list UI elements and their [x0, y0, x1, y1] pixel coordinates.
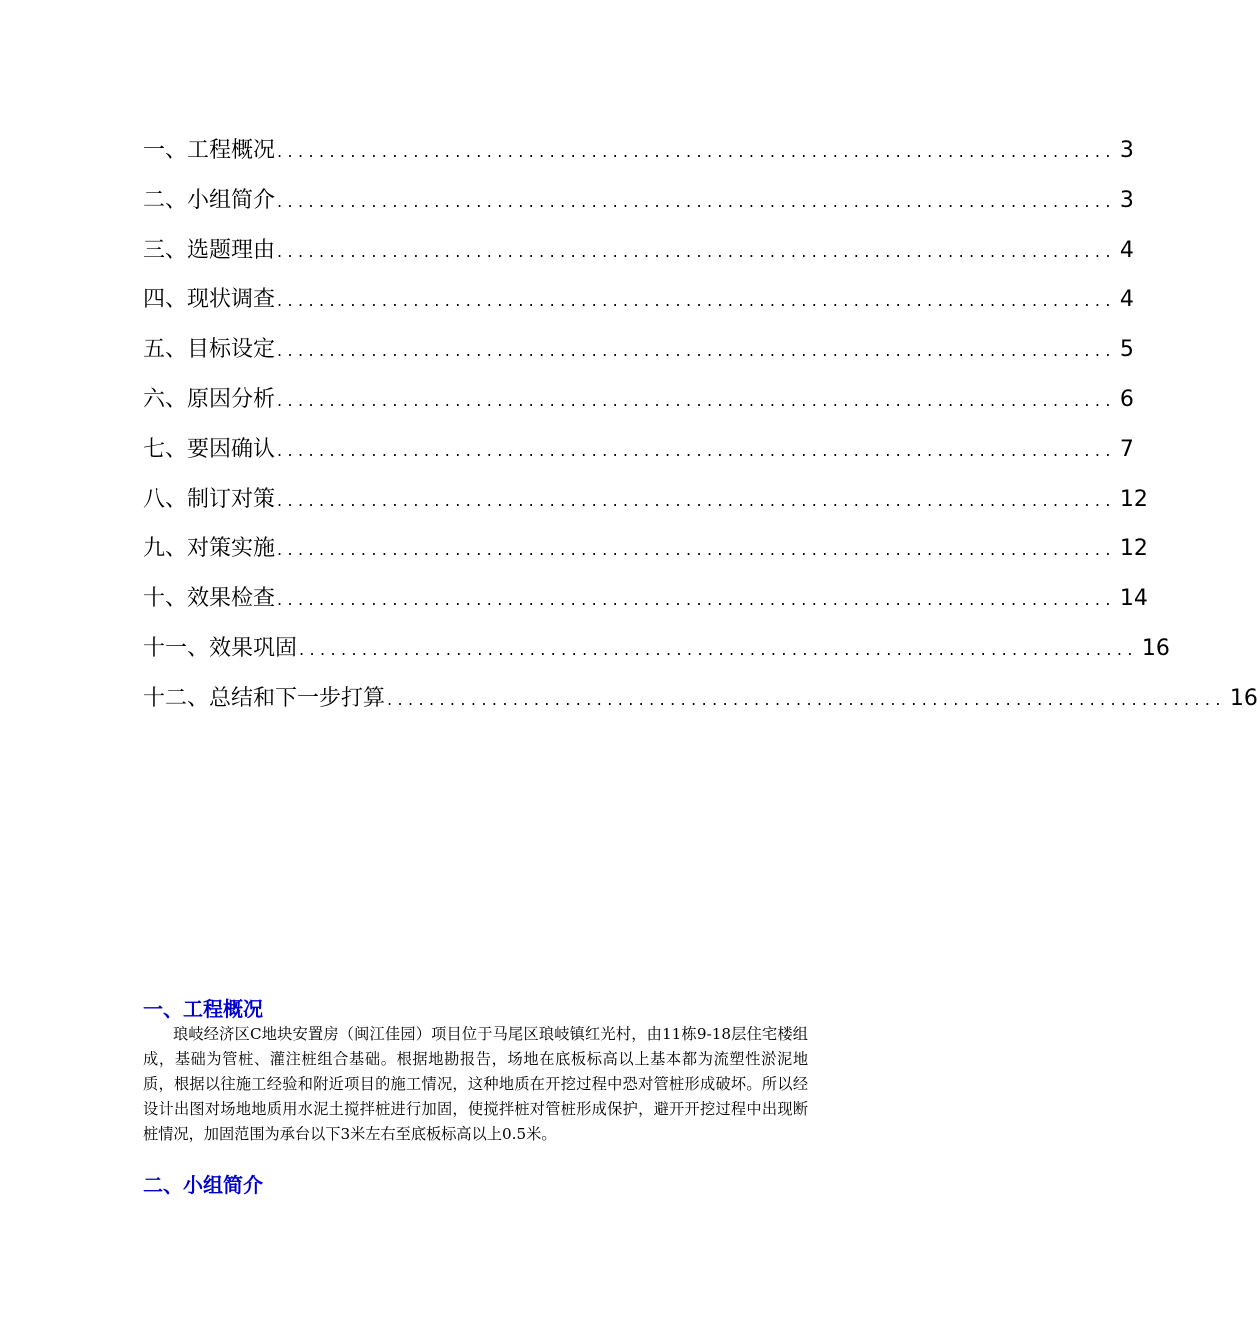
toc-leader-dots: ................................................................................ [277, 341, 1116, 361]
toc-entry-page: 12 [1119, 486, 1148, 512]
toc-entry-title: 四、现状调查 [143, 287, 276, 313]
toc-entry-title: 七、要因确认 [143, 436, 276, 462]
toc-leader-dots: ................................................................................ [277, 440, 1116, 460]
toc-entry[interactable] [143, 133, 1134, 183]
table-of-contents [143, 133, 1258, 731]
toc-entry[interactable] [143, 482, 1148, 532]
section-project-overview [143, 996, 808, 1147]
toc-leader-dots: ................................................................................ [277, 490, 1116, 510]
toc-entry-page: 3 [1119, 138, 1134, 163]
section-team-intro [143, 1172, 808, 1198]
toc-entry-title: 九、对策实施 [143, 536, 276, 562]
toc-entry[interactable] [143, 233, 1134, 283]
toc-entry[interactable] [143, 282, 1134, 332]
toc-entry-page: 7 [1119, 436, 1134, 462]
toc-leader-dots: ................................................................................ [277, 241, 1116, 261]
toc-entry-title: 十、效果检查 [143, 586, 276, 612]
toc-entry-title: 八、制订对策 [143, 486, 276, 512]
section-body-text: 琅岐经济区C地块安置房（闽江佳园）项目位于马尾区琅岐镇红光村，由11栋9-18层住宅楼组成，基础为管桩、灌注桩组合基础。根据地勘报告，场地在底板标高以上基本都为流塑性淤泥地质，根据以往施工经验和附近项目的施工情况，这种地质在开挖过程中恐对管桩形成破坏。所以经设计出图对场地地质用水泥土搅拌桩进行加固，使搅拌桩对管桩形成保护，避开开挖过程中出现断桩情况，加固范围为承台以下3米左右至底板标高以上0.5米。 [143, 1025, 808, 1143]
toc-leader-dots: ................................................................................ [277, 540, 1116, 560]
toc-entry-page: 14 [1119, 586, 1148, 612]
toc-entry-title: 十二、总结和下一步打算 [143, 685, 386, 711]
toc-entry[interactable] [143, 631, 1170, 681]
toc-leader-dots: ................................................................................ [277, 142, 1116, 161]
toc-entry-title: 十一、效果巩固 [143, 635, 298, 661]
toc-entry-title: 五、目标设定 [143, 337, 276, 363]
toc-entry[interactable] [143, 581, 1148, 631]
toc-leader-dots: ................................................................................ [277, 390, 1116, 410]
toc-entry[interactable] [143, 681, 1258, 731]
toc-entry-page: 16 [1141, 635, 1170, 661]
toc-entry-page: 16 [1229, 685, 1258, 711]
toc-entry-page: 12 [1119, 536, 1148, 562]
toc-entry-title: 六、原因分析 [143, 386, 276, 412]
toc-entry-title: 一、工程概况 [143, 138, 276, 163]
toc-entry[interactable] [143, 382, 1134, 432]
toc-entry[interactable] [143, 432, 1134, 482]
toc-entry[interactable] [143, 183, 1134, 233]
toc-leader-dots: ................................................................................ [299, 639, 1138, 659]
section-heading: 二、小组简介 [143, 1173, 263, 1197]
toc-leader-dots: ................................................................................ [277, 590, 1116, 610]
toc-leader-dots: ................................................................................ [277, 291, 1116, 311]
toc-entry-page: 6 [1119, 386, 1134, 412]
section-heading: 一、工程概况 [143, 997, 263, 1021]
toc-entry[interactable] [143, 531, 1148, 581]
toc-entry-page: 5 [1119, 337, 1134, 363]
toc-entry-page: 4 [1119, 287, 1134, 313]
toc-entry-page: 3 [1119, 187, 1134, 213]
toc-entry-page: 4 [1119, 237, 1134, 263]
toc-entry[interactable] [143, 332, 1134, 382]
toc-leader-dots: ................................................................................ [277, 191, 1116, 211]
toc-entry-title: 二、小组简介 [143, 187, 276, 213]
toc-entry-title: 三、选题理由 [143, 237, 276, 263]
toc-leader-dots: ................................................................................ [387, 689, 1226, 709]
